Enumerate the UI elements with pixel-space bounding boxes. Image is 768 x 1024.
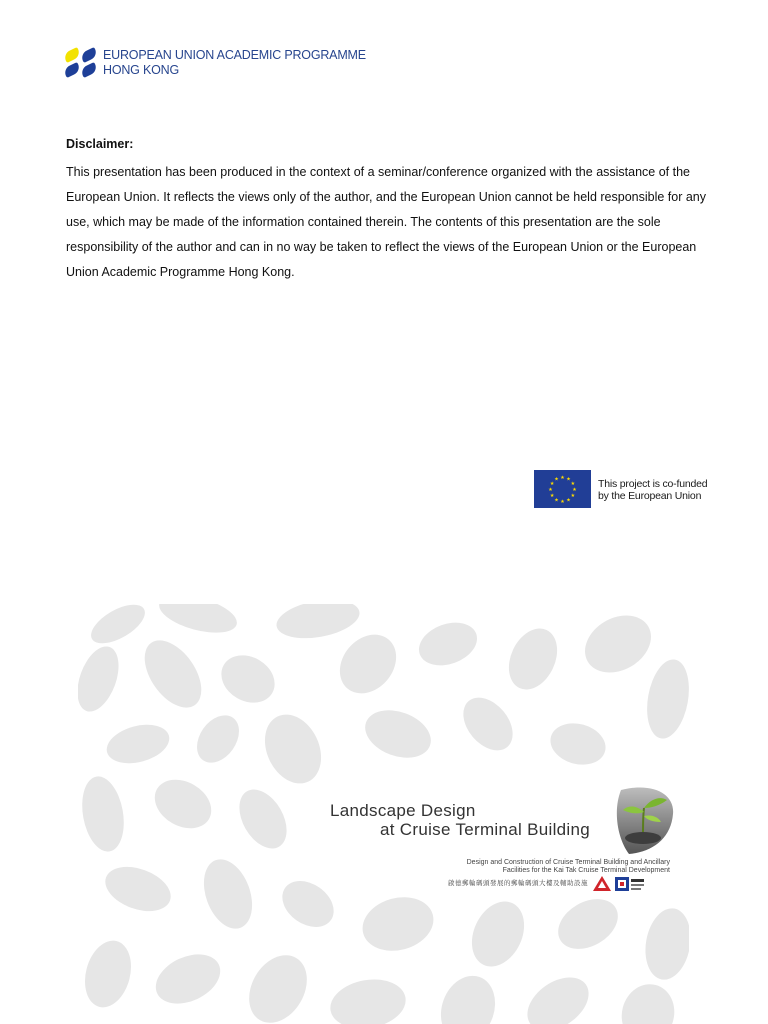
eu-star-icon: ★ xyxy=(554,476,559,483)
eu-star-icon: ★ xyxy=(560,499,565,505)
title-slide xyxy=(78,604,689,1024)
disclaimer-body: This presentation has been produced in the context of a seminar/conference organized with the assistance of the European Union. It reflects the views only of the author, and the European Union cannot be held responsible for any use, which may be made of the information contained therein. The contents of this presentation are the sole responsibility of the author and can in no way be taken to reflect the views of the European Union or the European Union Academic Programme Hong Kong. xyxy=(66,165,706,279)
slide-subtitle-line-2: Facilities for the Kai Tak Cruise Terminal Development xyxy=(502,867,670,874)
eu-star-icon: ★ xyxy=(548,487,553,493)
eu-star-icon: ★ xyxy=(570,493,576,499)
eu-star-icon: ★ xyxy=(560,475,565,481)
eu-star-icon: ★ xyxy=(549,493,555,499)
eu-star-icon: ★ xyxy=(566,476,571,483)
eu-star-icon: ★ xyxy=(570,481,576,487)
logo-dots-icon xyxy=(62,48,98,76)
plant-seedling-icon xyxy=(613,786,675,856)
logo-line-1: EUROPEAN UNION ACADEMIC PROGRAMME xyxy=(103,48,366,62)
cofunded-text xyxy=(598,478,707,502)
eu-star-icon: ★ xyxy=(566,497,571,504)
partner-logo-icon xyxy=(615,877,645,891)
slide-title-line-2: at Cruise Terminal Building xyxy=(380,820,590,839)
cofunded-line-1: This project is co-funded xyxy=(598,478,708,490)
eu-star-icon: ★ xyxy=(549,481,555,487)
disclaimer-section xyxy=(66,135,712,285)
logo-line-2: HONG KONG xyxy=(103,63,179,77)
eu-star-icon: ★ xyxy=(572,487,577,493)
slide-subtitle-chinese: 啟德郵輪碼頭發展的郵輪碼頭大樓及輔助設施 xyxy=(448,880,588,887)
eu-star-icon: ★ xyxy=(554,497,559,504)
company-logo-icon xyxy=(593,876,611,891)
eu-flag-icon xyxy=(534,470,591,508)
cofunded-line-2: by the European Union xyxy=(598,490,702,502)
slide-title-line-1: Landscape Design xyxy=(330,801,476,820)
eu-academic-programme-logo xyxy=(62,46,366,86)
disclaimer-heading: Disclaimer: xyxy=(66,137,134,151)
slide-subtitle-line-1: Design and Construction of Cruise Terminal Building and Ancillary xyxy=(466,859,670,866)
eu-cofunded-badge xyxy=(534,470,734,510)
